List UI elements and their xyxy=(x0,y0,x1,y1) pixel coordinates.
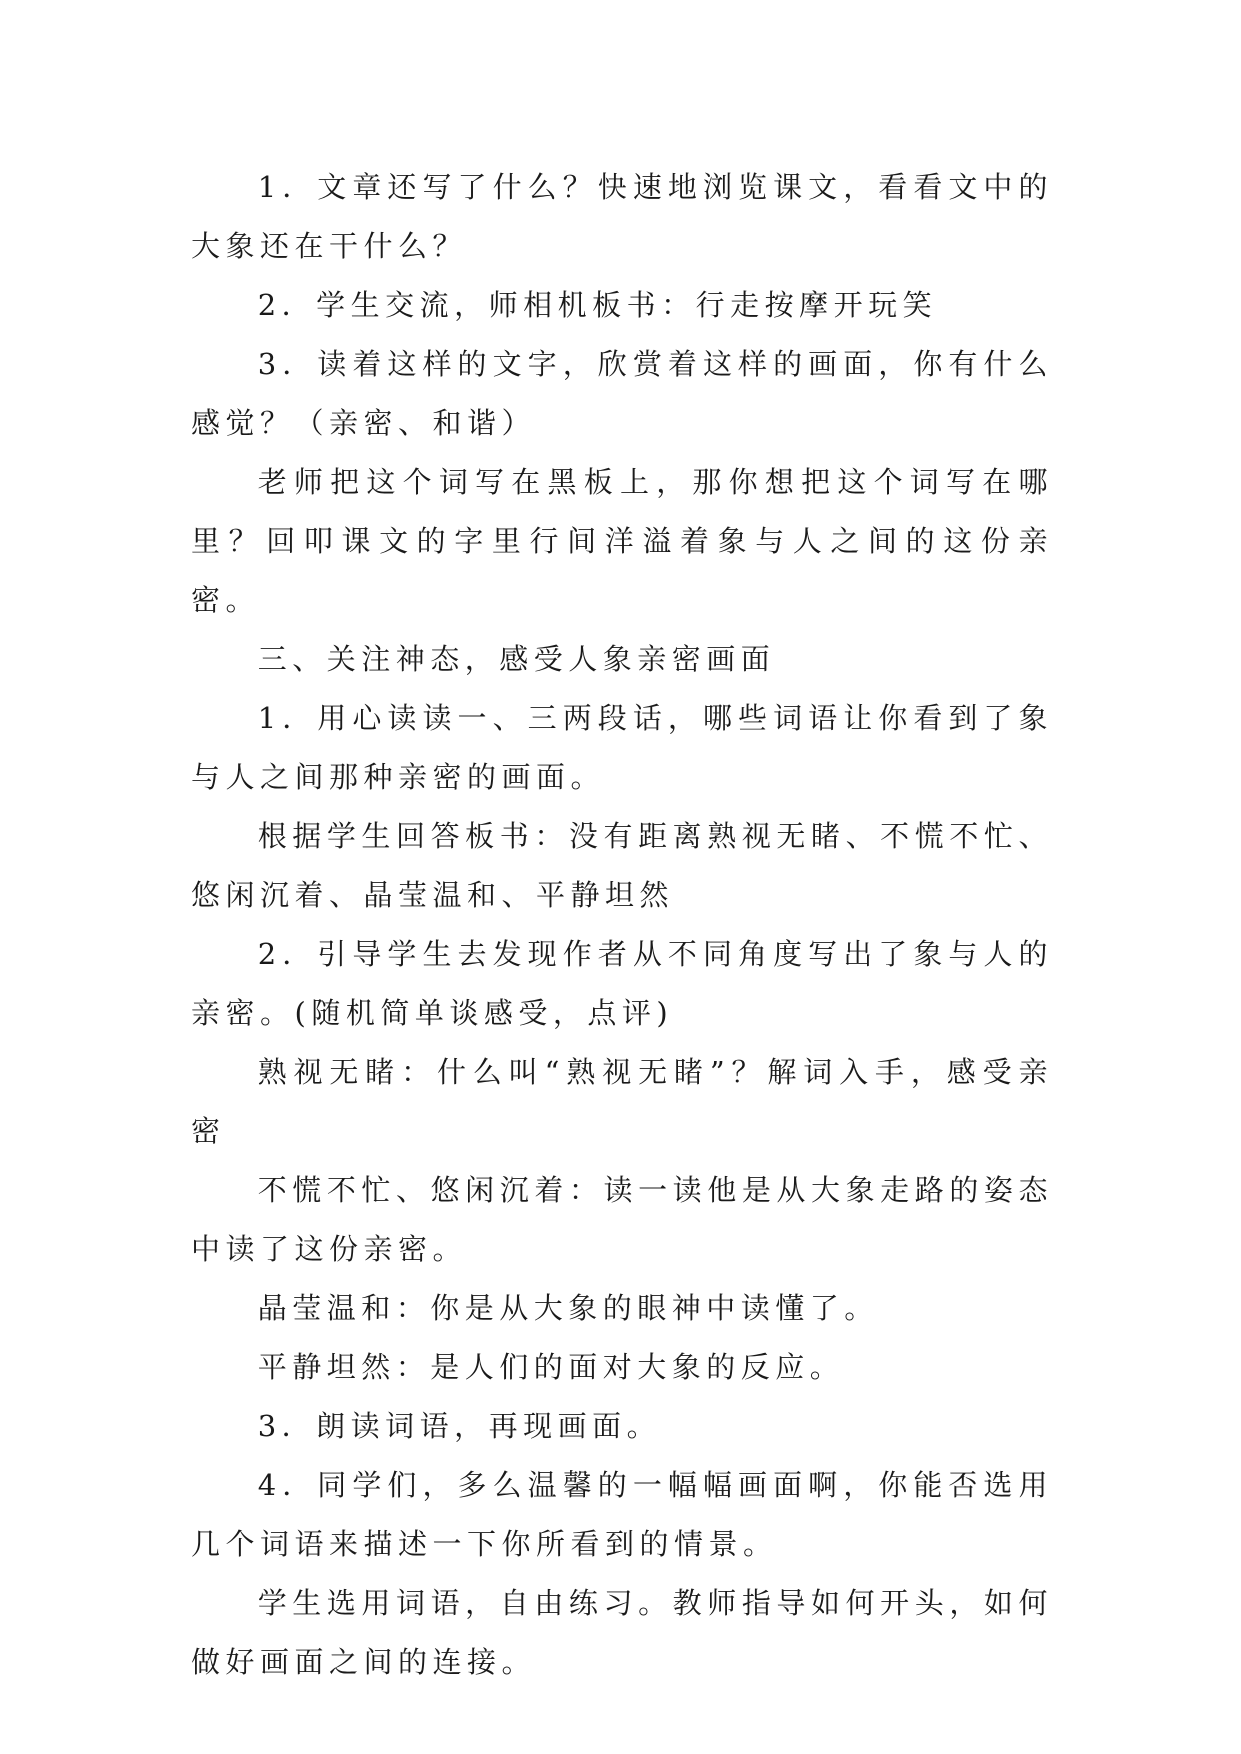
paragraph-2: 2．学生交流，师相机板书：行走按摩开玩笑 xyxy=(257,288,938,322)
document-body xyxy=(191,158,1053,1692)
paragraph-4: 老师把这个词写在黑板上，那你想把这个词写在哪里？回叩课文的字里行间洋溢着象与人之间的这份亲密。 xyxy=(191,465,1053,617)
paragraph-8: 2．引导学生去发现作者从不同角度写出了象与人的亲密。(随机简单谈感受，点评) xyxy=(191,937,1053,1030)
paragraph-11: 晶莹温和：你是从大象的眼神中读懂了。 xyxy=(257,1291,879,1325)
paragraph-14: 4．同学们，多么温馨的一幅幅画面啊，你能否选用几个词语来描述一下你所看到的情景。 xyxy=(191,1468,1053,1561)
paragraph-6: 1．用心读读一、三两段话，哪些词语让你看到了象与人之间那种亲密的画面。 xyxy=(191,701,1053,794)
paragraph-13: 3．朗读词语，再现画面。 xyxy=(257,1409,662,1443)
paragraph-15: 学生选用词语，自由练习。教师指导如何开头，如何做好画面之间的连接。 xyxy=(191,1586,1053,1679)
paragraph-9: 熟视无睹：什么叫“熟视无睹”？解词入手，感受亲密 xyxy=(191,1055,1053,1148)
paragraph-1: 1．文章还写了什么？快速地浏览课文，看看文中的大象还在干什么？ xyxy=(191,170,1053,263)
paragraph-7: 根据学生回答板书：没有距离熟视无睹、不慌不忙、悠闲沉着、晶莹温和、平静坦然 xyxy=(191,819,1053,912)
section-heading: 三、关注神态，感受人象亲密画面 xyxy=(257,642,776,676)
paragraph-12: 平静坦然：是人们的面对大象的反应。 xyxy=(257,1350,845,1384)
paragraph-10: 不慌不忙、悠闲沉着：读一读他是从大象走路的姿态中读了这份亲密。 xyxy=(191,1173,1053,1266)
paragraph-3: 3．读着这样的文字，欣赏着这样的画面，你有什么感觉？（亲密、和谐） xyxy=(191,347,1053,440)
